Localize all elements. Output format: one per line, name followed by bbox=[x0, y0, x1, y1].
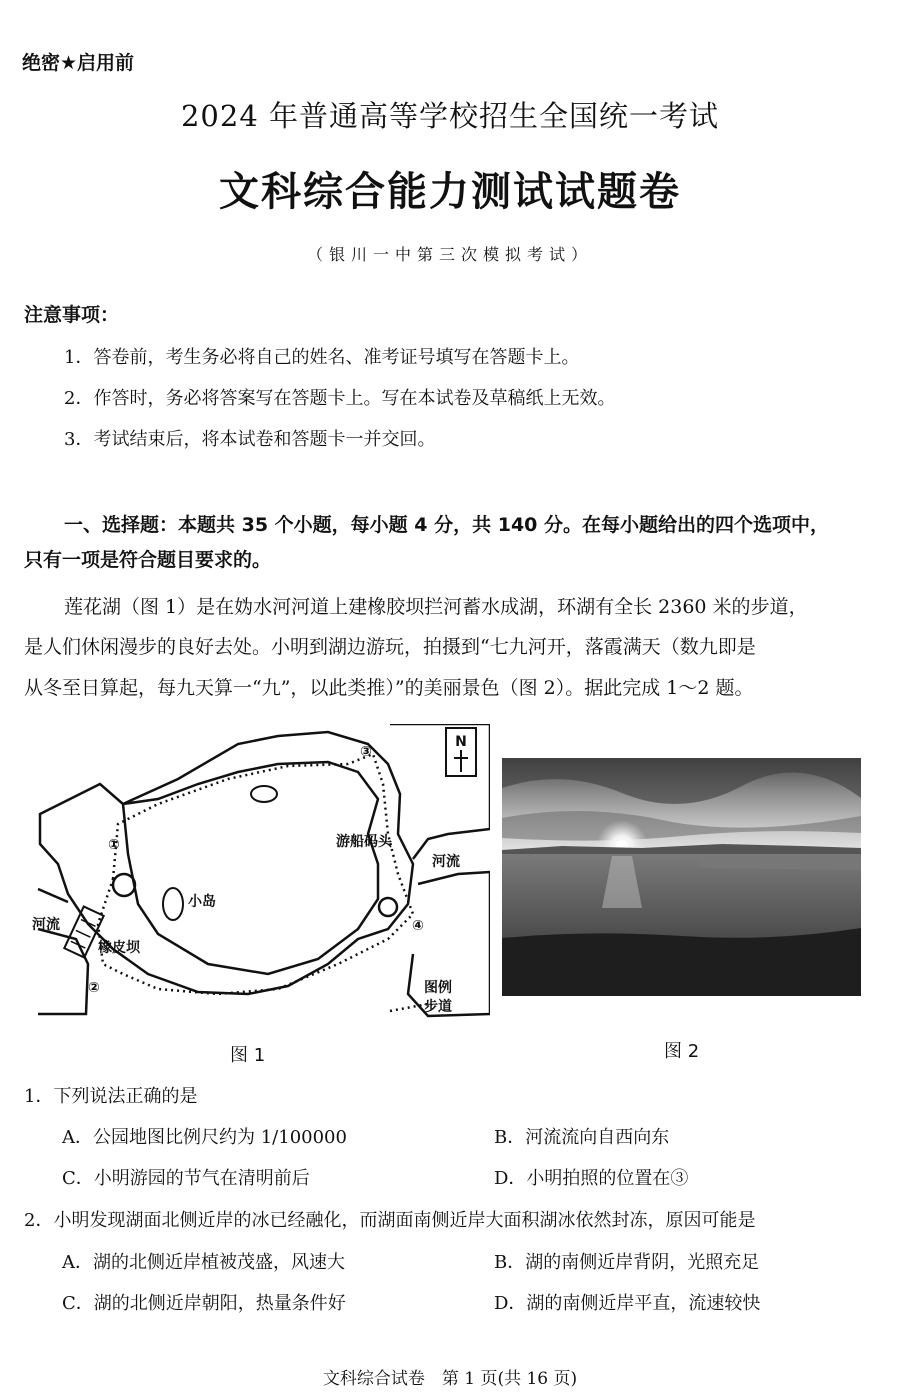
question-2-option-d: D．湖的南侧近岸平直，流速较快 bbox=[494, 1293, 761, 1314]
notice-heading: 注意事项： bbox=[24, 304, 120, 326]
river-east-label: 河流 bbox=[432, 854, 460, 870]
figure-2-caption: 图 2 bbox=[664, 1041, 700, 1062]
section-heading-cont: 只有一项是符合题目要求的。 bbox=[24, 549, 272, 571]
point-3-label: ③ bbox=[360, 744, 372, 760]
question-2-option-a: A．湖的北侧近岸植被茂盛，风速大 bbox=[62, 1252, 345, 1273]
point-4-label: ④ bbox=[412, 918, 424, 934]
north-arrow bbox=[446, 728, 476, 776]
point-1-label: ① bbox=[108, 837, 120, 853]
passage-line: 是人们休闲漫步的良好去处。小明到湖边游玩，拍摄到“七九河开，落霞满天（数九即是 bbox=[24, 636, 756, 658]
pavilion-shape bbox=[379, 898, 397, 916]
svg-text:N: N bbox=[455, 734, 467, 750]
notice-item: 1．答卷前，考生务必将自己的姓名、准考证号填写在答题卡上。 bbox=[64, 347, 580, 368]
sunset-photo bbox=[502, 758, 861, 996]
lake-map-figure bbox=[28, 724, 490, 1024]
exam-subtitle: （银川一中第三次模拟考试） bbox=[306, 245, 593, 264]
section-heading: 一、选择题：本题共 35 个小题，每小题 4 分，共 140 分。在每小题给出的四个选项中， bbox=[64, 514, 830, 536]
building-shape bbox=[251, 786, 277, 802]
shoreline bbox=[38, 724, 490, 1016]
walking-path bbox=[98, 754, 413, 994]
page-title: 文科综合能力测试试题卷 bbox=[219, 169, 681, 215]
exam-title: 2024 年普通高等学校招生全国统一考试 bbox=[180, 99, 720, 133]
island-shape bbox=[163, 888, 183, 920]
question-1-option-a: A．公园地图比例尺约为 1/100000 bbox=[62, 1127, 347, 1148]
pavilion-shape bbox=[113, 874, 135, 896]
dam-label: 橡皮坝 bbox=[98, 940, 140, 956]
page-footer: 文科综合试卷 第 1 页(共 16 页) bbox=[322, 1369, 578, 1389]
question-1-option-b: B．河流流向自西向东 bbox=[494, 1127, 670, 1148]
dock-label: 游船码头 bbox=[336, 834, 392, 850]
notice-item: 3．考试结束后，将本试卷和答题卡一并交回。 bbox=[64, 429, 436, 450]
island-label: 小岛 bbox=[188, 894, 216, 910]
notice-item: 2．作答时，务必将答案写在答题卡上。写在本试卷及草稿纸上无效。 bbox=[64, 388, 616, 409]
figure-1-caption: 图 1 bbox=[230, 1045, 266, 1066]
confidential-mark: 绝密★启用前 bbox=[22, 52, 135, 74]
legend-path-label: 步道 bbox=[424, 999, 452, 1015]
question-2-option-c: C．湖的北侧近岸朝阳，热量条件好 bbox=[62, 1293, 346, 1314]
river-west-label: 河流 bbox=[32, 917, 60, 933]
passage-line: 从冬至日算起，每九天算一“九”，以此类推）”的美丽景色（图 2）。据此完成 1～2 题。 bbox=[24, 677, 754, 699]
question-1-stem: 1．下列说法正确的是 bbox=[24, 1086, 198, 1107]
point-2-label: ② bbox=[88, 980, 100, 996]
passage-line: 莲花湖（图 1）是在妫水河河道上建橡胶坝拦河蓄水成湖，环湖有全长 2360 米的步道， bbox=[64, 596, 808, 618]
question-1-option-d: D．小明拍照的位置在③ bbox=[494, 1168, 689, 1189]
question-2-stem: 2．小明发现湖面北侧近岸的冰已经融化，而湖面南侧近岸大面积湖冰依然封冻，原因可能是 bbox=[24, 1210, 756, 1231]
question-1-option-c: C．小明游园的节气在清明前后 bbox=[62, 1168, 310, 1189]
legend-title: 图例 bbox=[424, 980, 452, 996]
question-2-option-b: B．湖的南侧近岸背阴，光照充足 bbox=[494, 1252, 760, 1273]
